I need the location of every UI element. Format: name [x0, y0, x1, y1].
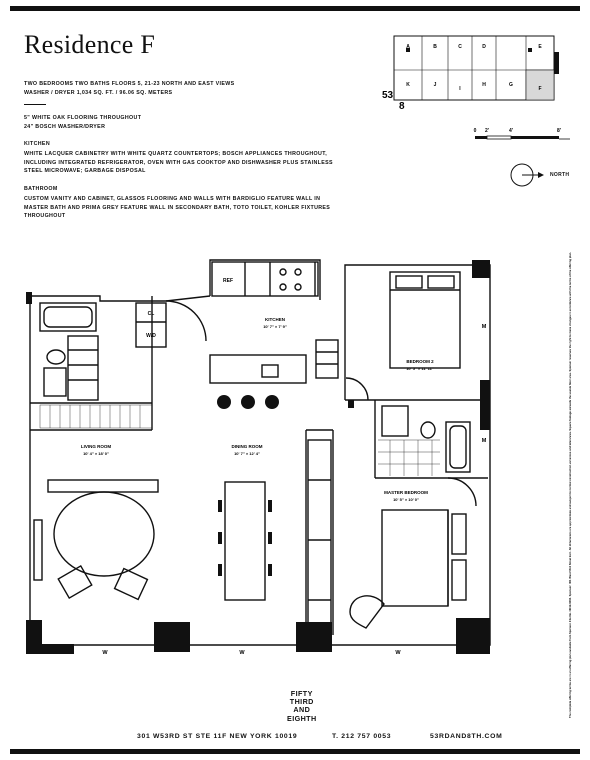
brand-word: AND [293, 705, 311, 715]
scale-tick-0: 0 [473, 128, 477, 134]
living-room-dimensions: 10' 4" × 18' 0" [83, 451, 109, 456]
bedroom-2-dimensions: 10' 5" × 11' 11" [406, 366, 434, 371]
master-bedroom-label: MASTER BEDROOM [384, 490, 428, 495]
bottom-border-bar [10, 749, 580, 754]
window-marker: W [395, 650, 401, 656]
bathroom-heading: BATHROOM [24, 186, 58, 192]
mirror-marker: M [481, 324, 487, 330]
legal-disclaimer-text: The complete offering terms are in an offering plan available from Sponsor. File No. CD12-0202. Sponsor: 301 West 53rd Street LLC. All dimensions are approximate and subject to normal construction variances and tolerances. Square footage exceeds the usable floor area. Sponsor reserves the right to make changes in accordance with the terms of the offering plan. [568, 194, 572, 718]
feature-flooring: 5" WHITE OAK FLOORING THROUGHOUT [24, 115, 142, 121]
keyplan-unit-c: C [458, 44, 462, 50]
keyplan-unit-f: F [538, 86, 542, 92]
mirror-marker: M [481, 438, 487, 444]
footer-phone: T. 212 757 0053 [332, 733, 392, 740]
keyplan-unit-h: H [482, 82, 486, 88]
dining-room-label: DINING ROOM [231, 444, 263, 449]
footer-website[interactable]: 53RDAND8TH.COM [430, 733, 503, 740]
feature-washer: 24" BOSCH WASHER/DRYER [24, 124, 106, 130]
keyplan-unit-j: J [433, 82, 437, 88]
kitchen-label: KITCHEN [265, 317, 285, 322]
scale-tick-2: 2' [485, 128, 489, 134]
living-room-label: LIVING ROOM [80, 444, 112, 449]
keyplan-unit-d: D [482, 44, 486, 50]
closet-label: CL [147, 311, 155, 317]
master-bedroom-dimensions: 10' 5" × 10' 0" [393, 497, 419, 502]
keyplan-street-label: 53 [382, 90, 394, 101]
brand-logo [287, 690, 317, 723]
footer-address: 301 W53RD ST STE 11F NEW YORK 10019 [137, 733, 298, 740]
ref-label: REF [223, 278, 233, 284]
kitchen-description: WHITE LACQUER CABINETRY WITH WHITE QUARTZ COUNTERTOPS; BOSCH APPLIANCES THROUGHOUT, INCLUDING INTEGRATED REFRIGERATOR, OVEN WITH GAS COOKTOP AND DISHWASHER PLUS STAINLESS STEEL MICROWAVE; GARBAGE DISPOSAL [24, 151, 333, 175]
keyplan-unit-g: G [509, 82, 513, 88]
compass-label: NORTH [550, 172, 570, 178]
keyplan-unit-k: K [406, 82, 410, 88]
keyplan-unit-b: B [433, 44, 437, 50]
kitchen-heading: KITCHEN [24, 141, 50, 147]
window-marker: W [102, 650, 108, 656]
keyplan-unit-i: I [459, 86, 461, 92]
scale-tick-4: 4' [509, 128, 513, 134]
keyplan-unit-e: E [538, 44, 542, 50]
brand-word: THIRD [289, 697, 314, 707]
brand-word: EIGHTH [287, 713, 317, 723]
window-marker: W [239, 650, 245, 656]
keyplan-unit-a: A [406, 44, 410, 50]
page-title: Residence F [24, 30, 156, 59]
washer-dryer-label: W/D [146, 333, 156, 339]
legal-disclaimer [566, 194, 574, 720]
bathroom-description: CUSTOM VANITY AND CABINET, GLASSOS FLOORING AND WALLS WITH BARDIGLIO FEATURE WALL IN MASTER BATH AND PRIMA GREY FEATURE WALL IN SECONDARY BATH, TOTO TOILET, KOHLER FIXTURES THROUGHOUT [24, 196, 331, 220]
brand-word: FIFTY [290, 689, 313, 698]
dining-room-dimensions: 10' 7" × 12' 4" [234, 451, 260, 456]
spec-line-2: WASHER / DRYER 1,034 SQ. FT. / 96.06 SQ. METERS [24, 90, 173, 96]
kitchen-dimensions: 10' 7" × 7' 9" [263, 324, 287, 329]
spec-line-1: TWO BEDROOMS TWO BATHS FLOORS 5, 21-23 NORTH AND EAST VIEWS [24, 81, 235, 87]
bedroom-2-label: BEDROOM 2 [406, 359, 434, 364]
scale-tick-8: 8' [557, 128, 561, 134]
keyplan-avenue-label: 8 [399, 101, 405, 112]
